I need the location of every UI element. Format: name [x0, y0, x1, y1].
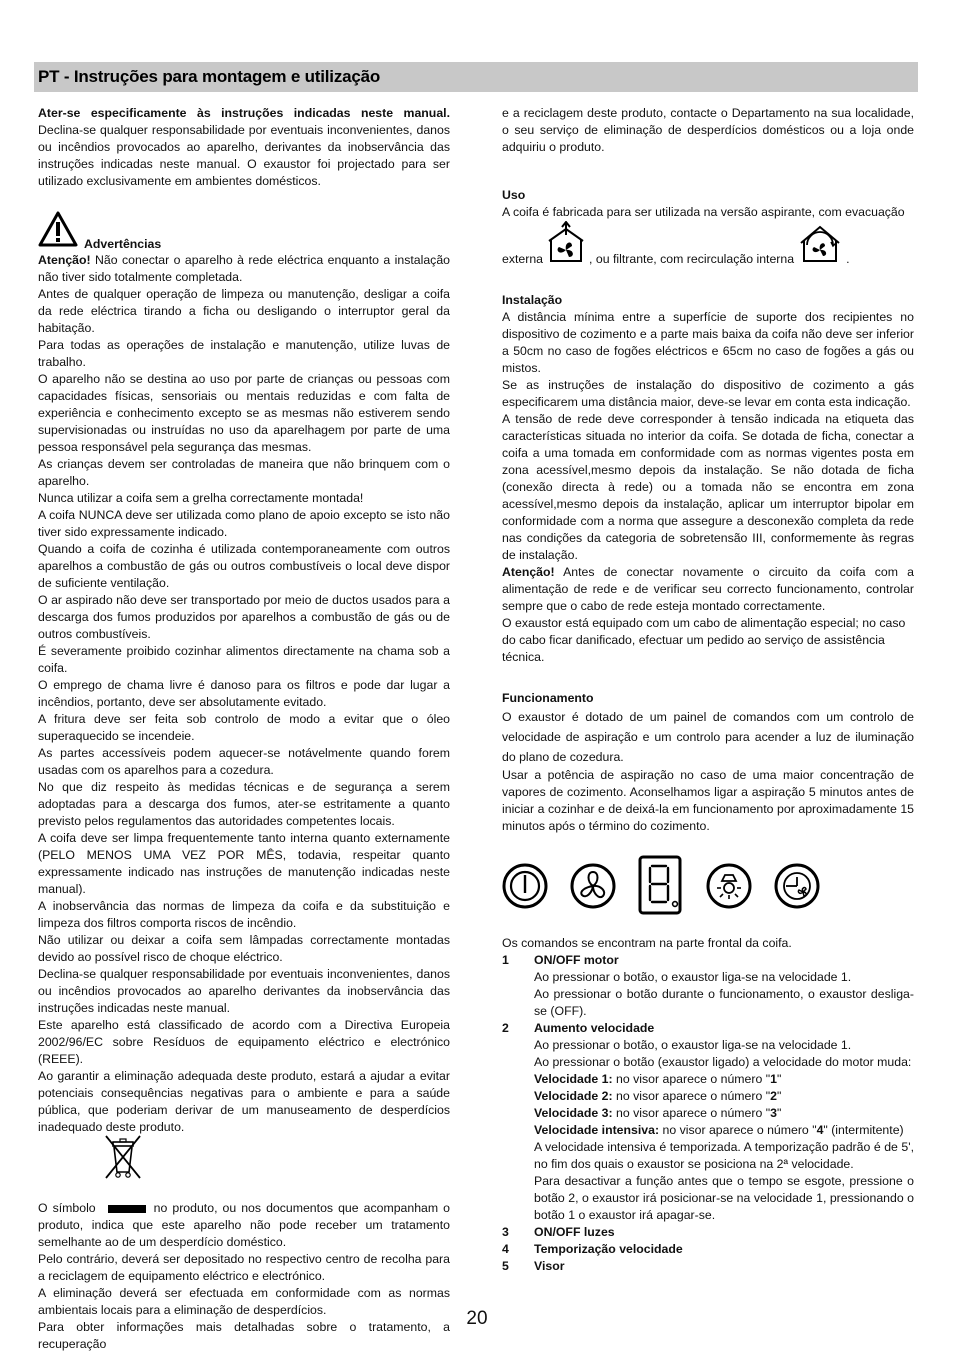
power-icon: [502, 863, 548, 914]
item-title: Aumento velocidade: [534, 1021, 655, 1035]
speed-line: [502, 1071, 914, 1088]
warning-paragraph: Para todas as operações de instalação e manutenção, utilize luvas de trabalho.: [38, 338, 450, 369]
attention-label: Atenção!: [502, 565, 555, 579]
warning-paragraph: É severamente proibido cozinhar alimentos directamente na chama sob a coifa.: [38, 644, 450, 675]
black-bar-symbol: [108, 1205, 146, 1213]
controls-list: [502, 952, 914, 1275]
quote: ": [776, 1072, 782, 1086]
disposal-paragraph: Para obter informações mais detalhadas sobre o tratamento, a recuperação: [38, 1320, 450, 1351]
warning-paragraph: O emprego de chama livre é danoso para os filtros e pode dar lugar a incêndios, portanto, deve ser absolutamente evitado.: [38, 678, 450, 709]
warning-paragraph: O aparelho não se destina ao uso por parte de crianças ou pessoas com capacidades físicas, sensoriais ou mentais reduzidas e com falta de experiência e conhecimento excepto se as mesmas não estiverem sendo supervisionadas ou instruídas no uso da aparelhagem por parte de uma pessoa responsável pela segurança das mesmas.: [38, 372, 450, 454]
internal-recirculation-icon: [798, 223, 842, 268]
item-number: 5: [502, 1259, 509, 1273]
quote: ": [776, 1106, 782, 1120]
warning-paragraph: As crianças devem ser controladas de maneira que não brinquem com o aparelho.: [38, 457, 450, 488]
list-item: [502, 952, 914, 969]
speed-text: no visor aparece o número ": [612, 1089, 771, 1103]
speed-label: Velocidade 1:: [534, 1072, 613, 1086]
item-text: Ao pressionar o botão durante o funcionamento, o exaustor desliga-se (OFF).: [534, 987, 914, 1018]
uso-internal-label: , ou filtrante, com recirculação interna: [589, 252, 795, 266]
uso-icons-line: [502, 221, 914, 268]
item-title: Temporização velocidade: [534, 1242, 683, 1256]
speed-number: 2: [770, 1089, 777, 1103]
speed-text: no visor aparece o número ": [659, 1123, 817, 1137]
installation-paragraph: [502, 564, 914, 615]
operation-paragraph: Usar a potência de aspiração no caso de uma maior concentração de vapores de cozimento. Aconselhamos ligar a aspiração 5 minutos antes de iniciar a cozinhar e de deixá-la em funcionamento por aproximadamente 15 minutos após o término do cozimento.: [502, 768, 914, 833]
warning-paragraph: A fritura deve ser feita sob controlo de modo a evitar que o óleo superaquecido se incendeie.: [38, 712, 450, 743]
speed-number: 3: [770, 1106, 777, 1120]
warning-paragraph: A inobservância das normas de limpeza da coifa e da substituição e limpeza dos filtros comporta riscos de incêndio.: [38, 899, 450, 930]
uso-end: .: [846, 252, 850, 266]
item-title: ON/OFF luzes: [534, 1225, 615, 1239]
item-title: ON/OFF motor: [534, 953, 619, 967]
symbol-text: O símbolo: [38, 1201, 96, 1215]
item-number: 4: [502, 1242, 509, 1256]
attention-label: Atenção!: [38, 253, 91, 267]
item-text: A velocidade intensiva é temporizada. A temporização padrão é de 5', no fim dos quais o exaustor se posiciona na 2ª velocidade.: [534, 1140, 914, 1171]
installation-heading: Instalação: [502, 293, 563, 307]
list-item: [502, 1258, 914, 1275]
intro-bold: Ater-se especificamente às instruções indicadas neste manual.: [38, 106, 450, 120]
light-icon: [706, 863, 752, 914]
symbol-text: no produto, ou nos documentos que acompanham o produto, indica que este aparelho não pode receber um tratamento semelhante ao de um desperdício doméstico.: [38, 1201, 450, 1249]
speed-line: [502, 1122, 914, 1139]
warning-paragraph: Ao garantir a eliminação adequada deste produto, estará a ajudar a evitar potenciais consequências negativas para o ambiente e para a saúde pública, que poderiam derivar de um manuseamento de desperdícios inadequado deste produto.: [38, 1069, 450, 1134]
installation-paragraph: A distância mínima entre a superfície de suporte dos recipientes no dispositivo de cozimento e a parte mais baixa da coifa não deve ser inferior a 50cm no caso de fogões eléctricos e 65cm no caso de fogões a gás ou mistos.: [502, 310, 914, 375]
speed-text: " (intermitente): [823, 1123, 904, 1137]
warning-paragraph: O ar aspirado não deve ser transportado por meio de ductos usados para a descarga dos fumos produzidos por aparelhos a combustão de gás ou de outros combustíveis.: [38, 593, 450, 641]
operation-paragraph: O exaustor é dotado de um painel de comandos com um controlo de velocidade de aspiração e um controlo para acender a luz de iluminação do plano de cozedura.: [502, 710, 914, 764]
speed-number: 4: [816, 1123, 824, 1137]
speed-label: Velocidade 3:: [534, 1106, 613, 1120]
list-item: [502, 1020, 914, 1037]
disposal-paragraph: A eliminação deverá ser efectuada em conformidade com as normas ambientais locais para a eliminação de desperdícios.: [38, 1286, 450, 1317]
speed-text: no visor aparece o número ": [612, 1072, 771, 1086]
warning-paragraph: As partes accessíveis podem aquecer-se notávelmente quando forem usadas com os aparelhos para a cozedura.: [38, 746, 450, 777]
uso-external-label: externa: [502, 252, 544, 266]
operation-heading: Funcionamento: [502, 691, 594, 705]
warning-paragraph: Declina-se qualquer responsabilidade por eventuais inconvenientes, danos ou incêndios provocados ao aparelho derivantes da inobservância das instruções indicadas neste manual.: [38, 967, 450, 1015]
speed-text: no visor aparece o número ": [612, 1106, 771, 1120]
item-text: Ao pressionar o botão, o exaustor liga-se na velocidade 1.: [534, 1038, 852, 1052]
item-title: Visor: [534, 1259, 565, 1273]
warning-paragraph: Quando a coifa de cozinha é utilizada contemporaneamente com outros aparelhos a combustão de gás ou outros combustíveis o local deve dispor de suficiente ventilação.: [38, 542, 450, 590]
digit-display-icon: [638, 855, 684, 922]
installation-paragraph: O exaustor está equipado com um cabo de alimentação especial; no caso do cabo ficar danificado, efectuar um pedido ao serviço de assistência técnica.: [502, 616, 906, 664]
warnings-heading: [38, 211, 450, 252]
section-header: [34, 62, 918, 92]
fan-speed-icon: [570, 863, 616, 914]
warning-paragraph: Nunca utilizar a coifa sem a grelha correctamente montada!: [38, 491, 364, 505]
installation-paragraph: Se as instruções de instalação do dispositivo de cozimento a gás especificarem uma distância maior, deve-se levar em conta esta indicação.: [502, 378, 914, 409]
crossed-bin-icon: [100, 1132, 146, 1187]
control-panel-icons: [502, 857, 914, 919]
symbol-paragraph: [38, 1200, 450, 1251]
item-text: Para desactivar a função antes que o tempo se esgote, pressione o botão 2, o exaustor irá posicionar-se na velocidade 1, pressionando o botão 1 o exaustor irá apagar-se.: [534, 1174, 914, 1222]
fan-timer-icon: [774, 863, 820, 914]
item-number: 2: [502, 1021, 509, 1035]
warning-text: Não conectar o aparelho à rede eléctrica enquanto a instalação não tiver sido totalmente completada.: [38, 253, 450, 284]
installation-text: Antes de conectar novamente o circuito da coifa com a alimentação de rede e de verificar seu correcto funcionamento, controlar sempre que o cabo de rede esteja montado correctamente.: [502, 565, 914, 613]
speed-number: 1: [770, 1072, 777, 1086]
quote: ": [776, 1089, 782, 1103]
warning-paragraph: Este aparelho está classificado de acordo com a Directiva Europeia 2002/96/EC sobre Resíduos de equipamento eléctrico e electrónico (REEE).: [38, 1018, 450, 1066]
list-item: [502, 1224, 914, 1241]
warning-paragraph: No que diz respeito às medidas técnicas e de segurança a serem adoptadas para a descarga dos fumos, ater-se estritamente a quanto previsto pelos regulamentos das autoridades competentes locais.: [38, 780, 450, 828]
item-text: Ao pressionar o botão (exaustor ligado) a velocidade do motor muda:: [534, 1055, 912, 1069]
warning-triangle-icon: [38, 211, 78, 252]
weee-symbol-row: [38, 1136, 450, 1200]
page-number: 20: [466, 1308, 488, 1329]
intro-paragraph: [38, 105, 450, 190]
controls-intro: Os comandos se encontram na parte frontal da coifa.: [502, 936, 792, 950]
installation-paragraph: A tensão de rede deve corresponder à tensão indicada na etiqueta das características situada no interior da coifa. Se dotada de ficha, conectar a coifa a uma tomada em conformidade com as normas vigentes posta em zona acessível,mesmo depois da instalação. Se não dotada de ficha (conexão directa à rede) ou a tomada não se encontra em zona acessível,mesmo depois da instalação, aplicar um interruptor bipolar em conformidade com a norma que assegure a desconexão completa da rede nas condições da categoria de sobretensão III, conformemente às regras de instalação.: [502, 412, 914, 562]
warning-paragraph: A coifa deve ser limpa frequentemente tanto interna quanto externamente (PELO MENOS UMA VEZ POR MÊS, todavia, respeitar quanto expressamente indicado nas instruções de manutenção indicadas neste manual).: [38, 831, 450, 896]
item-number: 3: [502, 1225, 509, 1239]
intro-text: Declina-se qualquer responsabilidade por eventuais inconvenientes, danos ou incêndios provocados ao aparelho, derivantes da inobservância das instruções indicadas neste manual. O exaustor foi projectado para ser utilizado exclusivamente em ambientes domésticos.: [38, 123, 450, 188]
list-item: [502, 1241, 914, 1258]
warnings-title: Advertências: [84, 237, 162, 251]
speed-line: [502, 1088, 914, 1105]
item-number: 1: [502, 953, 509, 967]
warning-paragraph: A coifa NUNCA deve ser utilizada como plano de apoio excepto se isto não tiver sido expressamente indicado.: [38, 508, 450, 539]
speed-label: Velocidade intensiva:: [534, 1123, 660, 1137]
item-text: Ao pressionar o botão, o exaustor liga-se na velocidade 1.: [534, 970, 852, 984]
uso-text: A coifa é fabricada para ser utilizada na versão aspirante, com evacuação: [502, 205, 905, 219]
right-column: [502, 105, 914, 1275]
disposal-paragraph: Pelo contrário, deverá ser depositado no respectivo centro de recolha para a reciclagem de equipamento eléctrico e electrónico.: [38, 1252, 450, 1283]
warning-paragraph: Não utilizar ou deixar a coifa sem lâmpadas correctamente montadas devido ao possível risco de choque eléctrico.: [38, 933, 450, 964]
warning-paragraph: [38, 252, 450, 286]
uso-heading: Uso: [502, 188, 526, 202]
speed-line: [502, 1105, 914, 1122]
warning-paragraph: Antes de qualquer operação de limpeza ou manutenção, desligar a coifa da rede eléctrica tirando a ficha ou desligando o interruptor geral da habitação.: [38, 287, 450, 335]
external-extraction-icon: [547, 221, 585, 268]
section-title: PT - Instruções para montagem e utilização: [38, 67, 381, 86]
speed-label: Velocidade 2:: [534, 1089, 613, 1103]
left-column: [38, 105, 450, 1353]
continued-paragraph: e a reciclagem deste produto, contacte o Departamento na sua localidade, o seu serviço de eliminação de desperdícios domésticos ou a loja onde adquiriu o produto.: [502, 106, 914, 154]
